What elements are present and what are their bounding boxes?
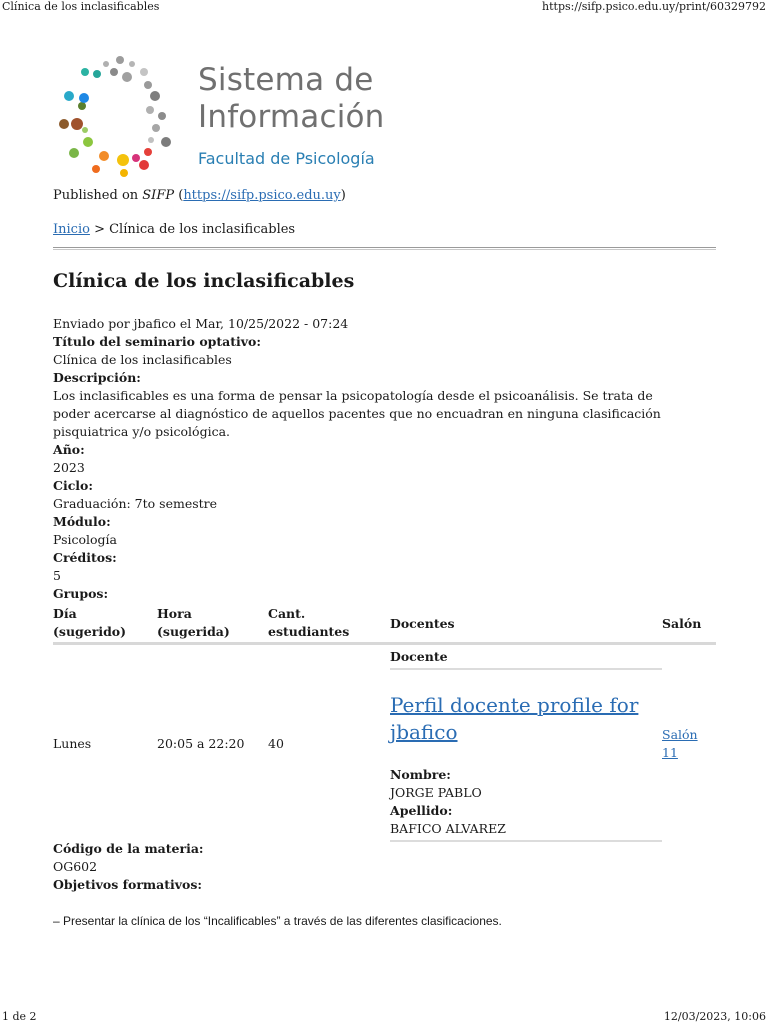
page-title: Clínica de los inclasificables — [53, 270, 355, 292]
print-header-url: https://sifp.psico.edu.uy/print/60329792 — [542, 0, 766, 13]
apellido-label: Apellido: — [390, 803, 453, 818]
codigo-value: OG602 — [53, 859, 98, 874]
submitted-info: Enviado por jbafico el Mar, 10/25/2022 - 07:24 — [53, 316, 349, 331]
cell-dia: Lunes — [53, 736, 92, 751]
grupos-label: Grupos: — [53, 586, 109, 601]
nombre-label: Nombre: — [390, 767, 451, 782]
objetivos-label: Objetivos formativos: — [53, 877, 203, 892]
apellido-value: BAFICO ALVAREZ — [390, 821, 506, 836]
logo-title-line2: Información — [198, 99, 385, 135]
published-open: ( — [174, 188, 184, 203]
cell-salon — [662, 644, 716, 843]
docente-block — [390, 645, 662, 842]
ciclo-value: Graduación: 7to semestre — [53, 496, 218, 511]
groups-table — [53, 604, 716, 842]
modulo-value: Psicología — [53, 532, 117, 547]
breadcrumb-home-link[interactable]: Inicio — [53, 222, 90, 237]
header-salon: Salón — [662, 615, 702, 631]
groups-header-row — [53, 604, 716, 644]
modulo-label: Módulo: — [53, 514, 111, 529]
cell-docentes — [390, 644, 662, 843]
salon-link[interactable]: Salón 11 — [662, 726, 698, 760]
breadcrumb-separator: > — [89, 222, 110, 237]
titulo-value: Clínica de los inclasificables — [53, 352, 232, 367]
titulo-label: Título del seminario optativo: — [53, 334, 262, 349]
course-code-section — [53, 840, 204, 894]
published-site: SIFP — [142, 188, 175, 203]
descripcion-label: Descripción: — [53, 370, 141, 385]
descripcion-value: Los inclasificables es una forma de pensar la psicopatología desde el psicoanálisis. Se trata de poder acercarse al diagnóstico de aquellos pacentes que no encuadran en ninguna clasificación pisquiatrica y/o psicológica. — [53, 388, 661, 439]
anio-label: Año: — [53, 442, 85, 457]
anio-value: 2023 — [53, 460, 85, 475]
header-dia: Día (sugerido) — [53, 606, 127, 639]
creditos-value: 5 — [53, 568, 61, 583]
site-url-link[interactable]: https://sifp.psico.edu.uy — [183, 188, 341, 203]
cell-hora: 20:05 a 22:20 — [157, 736, 245, 751]
dots-logo-icon — [52, 52, 182, 187]
header-hora: Hora (sugerida) — [157, 606, 230, 639]
breadcrumb — [53, 222, 295, 237]
docente-profile-link[interactable]: Perfil docente profile for jbafico — [390, 693, 639, 744]
docente-header: Docente — [390, 645, 662, 670]
objetivo-item: – Presentar la clínica de los “Incalificables” a través de las diferentes clasificaciones. — [53, 914, 502, 928]
codigo-label: Código de la materia: — [53, 841, 204, 856]
docente-fields — [390, 766, 662, 840]
published-close: ) — [340, 188, 346, 203]
header-cant: Cant. estudiantes — [268, 606, 350, 639]
header-docentes: Docentes — [390, 615, 455, 631]
logo-title-line1: Sistema de — [198, 62, 374, 98]
print-footer-date: 12/03/2023, 10:06 — [663, 1010, 766, 1023]
breadcrumb-current: Clínica de los inclasificables — [109, 222, 296, 237]
ciclo-label: Ciclo: — [53, 478, 94, 493]
divider — [53, 247, 716, 250]
published-prefix: Published on — [53, 188, 143, 203]
logo-subtitle: Facultad de Psicología — [198, 149, 375, 168]
published-on — [53, 188, 346, 203]
nombre-value: JORGE PABLO — [390, 785, 482, 800]
print-footer-page: 1 de 2 — [2, 1010, 37, 1023]
creditos-label: Créditos: — [53, 550, 117, 565]
sifp-logo — [52, 52, 392, 187]
cell-cant: 40 — [268, 736, 284, 751]
print-header-title: Clínica de los inclasificables — [2, 0, 160, 13]
table-row — [53, 644, 716, 843]
content-fields — [53, 315, 716, 603]
